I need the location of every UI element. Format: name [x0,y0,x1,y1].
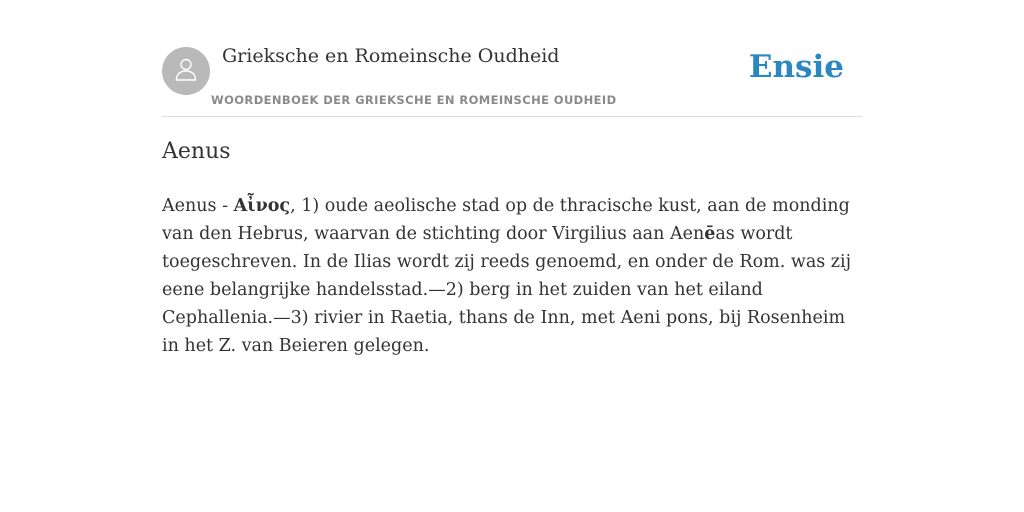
dictionary-subtitle: WOORDENBOEK DER GRIEKSCHE EN ROMEINSCHE OUDHEID [211,93,617,107]
definition-text-part1: , 1) oude aeolische stad op de thracische kust, aan de monding van den Hebrus, waarvan de stichting door Virgilius aan Aen [162,196,850,244]
macron-letter: ē [704,224,716,244]
entry-lead: Aenus - [162,196,234,216]
dictionary-header [162,40,862,117]
ensie-logo-link[interactable]: Ensie [748,49,844,85]
entry-definition [162,192,862,360]
greek-term: Αἶνος [233,196,291,216]
user-icon [172,55,200,88]
entry-title: Aenus [162,139,231,164]
dictionary-title[interactable]: Grieksche en Romeinsche Oudheid [222,45,560,67]
dictionary-avatar[interactable] [162,47,210,95]
definition-text-part2: as wordt toegeschreven. In de Ilias wordt zij reeds genoemd, en onder de Rom. was zij eene belangrijke handelsstad.—2) berg in het zuiden van het eiland Cephallenia.—3) rivier in Raetia, thans de Inn, met Aeni pons, bij Rosenheim in het Z. van Beieren gelegen. [162,224,852,356]
